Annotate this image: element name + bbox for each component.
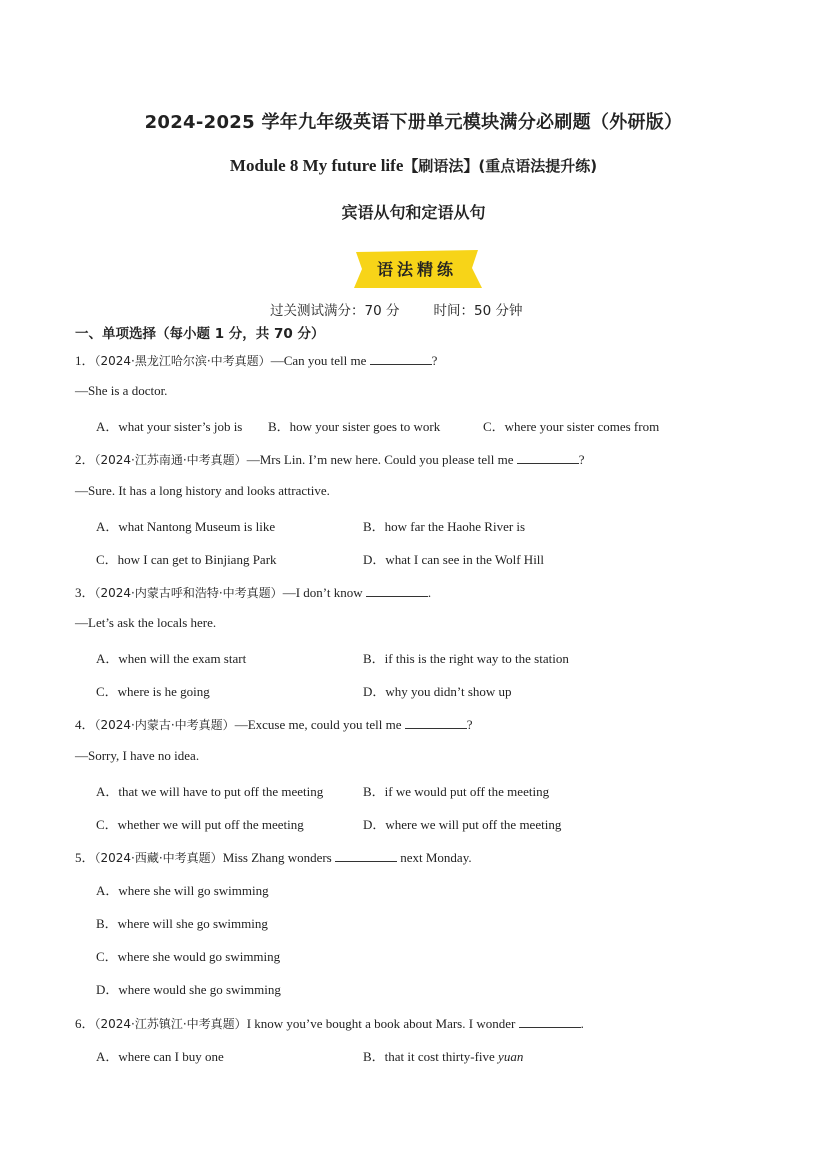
option-d[interactable]: D．why you didn’t show up	[363, 684, 512, 699]
section-heading: 一、单项选择（每小题 1 分，共 70 分）	[75, 326, 325, 342]
option-b[interactable]: B．if this is the right way to the station	[363, 651, 569, 666]
question-4-reply: —Sorry, I have no idea.	[75, 748, 200, 763]
full-score: 过关测试满分：70 分	[270, 303, 400, 319]
grammar-topic: 宾语从句和定语从句	[341, 203, 486, 222]
option-c[interactable]: C．whether we will put off the meeting	[96, 817, 304, 832]
question-6-stem: 6．（2024·江苏镇江·中考真题）I know you’ve bought a book about Mars. I wonder .	[75, 1016, 584, 1031]
question-3-stem: 3．（2024·内蒙古呼和浩特·中考真题）—I don’t know .	[75, 585, 432, 600]
practice-type: 【刷语法】(重点语法提升练)	[403, 157, 598, 175]
answer-blank[interactable]	[335, 849, 397, 862]
option-a[interactable]: A．when will the exam start	[96, 651, 247, 666]
option-a[interactable]: A．what Nantong Museum is like	[96, 519, 276, 534]
question-1-stem: 1．（2024·黑龙江哈尔滨·中考真题）—Can you tell me ?	[75, 353, 438, 368]
grammar-practice-badge	[350, 248, 484, 290]
module-subtitle	[0, 155, 827, 176]
question-source: （2024·江苏镇江·中考真题）	[94, 1017, 247, 1031]
module-name: Module 8 My future life	[229, 156, 404, 175]
option-d[interactable]: D．where would she go swimming	[96, 982, 281, 997]
answer-blank[interactable]	[517, 451, 579, 464]
question-source: （2024·内蒙古·中考真题）	[94, 718, 235, 732]
option-b[interactable]: B．if we would put off the meeting	[363, 784, 550, 799]
question-source: （2024·黑龙江哈尔滨·中考真题）	[94, 354, 271, 368]
answer-blank[interactable]	[366, 584, 428, 597]
option-a[interactable]: A．what your sister’s job is	[96, 419, 243, 434]
option-d[interactable]: D．where we will put off the meeting	[363, 817, 562, 832]
question-5-stem: 5．（2024·西藏·中考真题）Miss Zhang wonders next Monday.	[75, 850, 472, 865]
option-a[interactable]: A．where she will go swimming	[96, 883, 269, 898]
question-source: （2024·西藏·中考真题）	[94, 851, 223, 865]
badge-label: 语法精练	[376, 260, 457, 279]
option-c[interactable]: C．where is he going	[96, 684, 210, 699]
option-c[interactable]: C．how I can get to Binjiang Park	[96, 552, 277, 567]
question-3-reply: —Let’s ask the locals here.	[75, 615, 217, 630]
test-meta	[270, 299, 522, 319]
time-limit: 时间：50 分钟	[433, 303, 523, 319]
option-c[interactable]: C．where she would go swimming	[96, 949, 281, 964]
answer-blank[interactable]	[519, 1015, 581, 1028]
document-title: 2024-2025 学年九年级英语下册单元模块满分必刷题（外研版）	[144, 112, 683, 133]
option-b[interactable]: B．where will she go swimming	[96, 916, 268, 931]
question-2-stem: 2．（2024·江苏南通·中考真题）—Mrs Lin. I’m new here. Could you please tell me ?	[75, 452, 585, 467]
option-a[interactable]: A．where can I buy one	[96, 1049, 224, 1064]
question-source: （2024·内蒙古呼和浩特·中考真题）	[94, 586, 283, 600]
question-source: （2024·江苏南通·中考真题）	[94, 453, 247, 467]
option-d[interactable]: D．what I can see in the Wolf Hill	[363, 552, 545, 567]
option-c[interactable]: C．where your sister comes from	[483, 419, 660, 434]
option-b[interactable]: B．that it cost thirty-five yuan	[363, 1049, 524, 1064]
answer-blank[interactable]	[405, 716, 467, 729]
option-b[interactable]: B．how far the Haohe River is	[363, 519, 526, 534]
question-4-stem: 4．（2024·内蒙古·中考真题）—Excuse me, could you tell me ?	[75, 717, 473, 732]
question-1-reply: —She is a doctor.	[75, 383, 168, 398]
option-b[interactable]: B．how your sister goes to work	[268, 419, 441, 434]
currency-word: yuan	[498, 1049, 524, 1064]
answer-blank[interactable]	[370, 352, 432, 365]
question-2-reply: —Sure. It has a long history and looks attractive.	[75, 483, 330, 498]
option-a[interactable]: A．that we will have to put off the meeting	[96, 784, 324, 799]
